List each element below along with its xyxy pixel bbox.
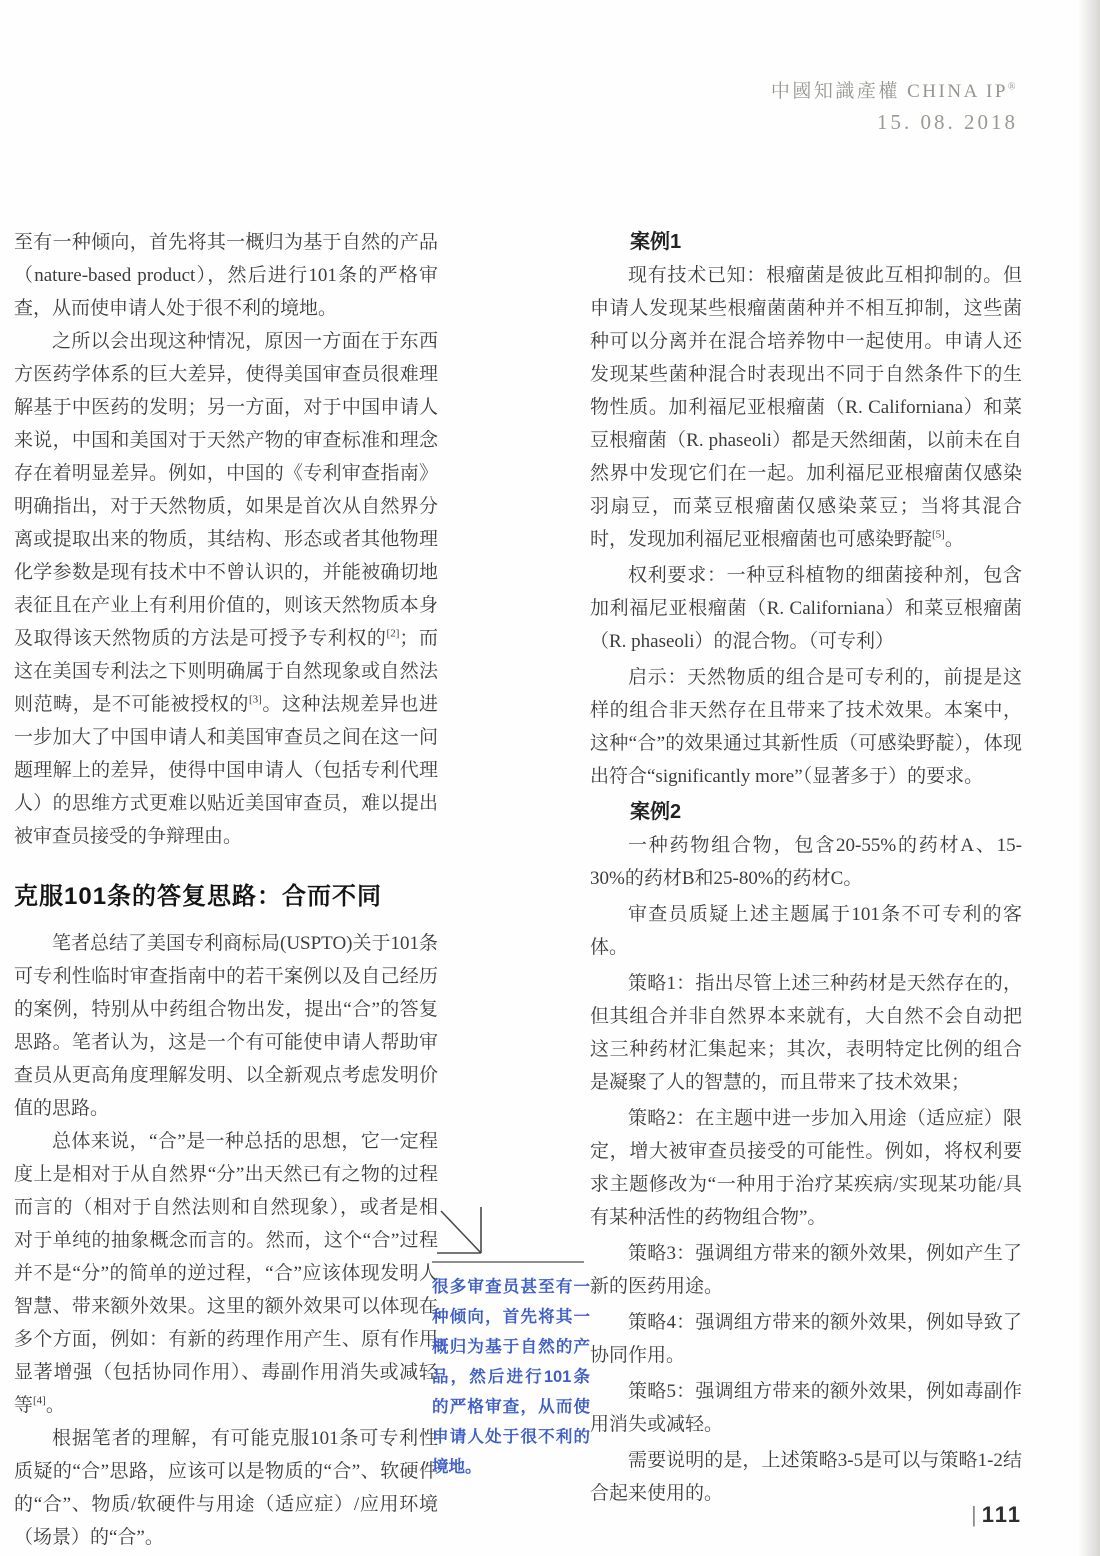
paragraph: 根据笔者的理解，有可能克服101条可专利性质疑的“合”思路，应该可以是物质的“合”、软硬件的“合”、物质/软硬件与用途（适应症）/应用环境（场景）的“合”。 <box>14 1428 438 1548</box>
paragraph: 笔者总结了美国专利商标局(USPTO)关于101条可专利性临时审查指南中的若干案例以及自己经历的案例，特别从中药组合物出发，提出“合”的答复思路。笔者认为，这是一个有可能使申请人帮助审查员从更高角度理解发明、以全新观点考虑发明价值的思路。 <box>14 933 438 1119</box>
paragraph: 一种药物组合物，包含20-55%的药材A、15-30%的药材B和25-80%的药材C。 <box>590 835 1022 889</box>
paragraph: 策略3：强调组方带来的额外效果，例如产生了新的医药用途。 <box>590 1243 1022 1297</box>
paragraph: 策略4：强调组方带来的额外效果，例如导致了协同作用。 <box>590 1312 1022 1366</box>
case-label: 案例1 <box>630 231 682 253</box>
paragraph: 权利要求：一种豆科植物的细菌接种剂，包含加利福尼亚根瘤菌（R. Californiana）和菜豆根瘤菌（R. phaseoli）的混合物。（可专利） <box>590 565 1022 652</box>
pull-quote-text: 很多审查员甚至有一种倾向，首先将其一概归为基于自然的产品，然后进行101条的严格审查，从而使申请人处于很不利的境地。 <box>432 1278 590 1476</box>
section-heading: 克服101条的答复思路：合而不同 <box>14 883 383 910</box>
callout-divider <box>432 1261 584 1263</box>
case-label: 案例2 <box>630 801 682 823</box>
footnote-marker: [4] <box>33 1394 46 1407</box>
paragraph: 总体来说，“合”是一种总括的思想，它一定程度上是相对于从自然界“分”出天然已有之物的过程而言的（相对于自然法则和自然现象），或者是相对于单纯的抽象概念而言的。然而，这个“合”过程并不是“分”的简单的逆过程，“合”应该体现发明人智慧、带来额外效果。这里的额外效果可以体现在多个方面，例如：有新的药理作用产生、原有作用显著增强（包括协同作用）、毒副作用消失或减轻等[4]。 <box>14 1131 438 1416</box>
footnote-marker: [2] <box>386 627 400 640</box>
magazine-title-text: 中國知識產權 CHINA IP <box>770 81 1008 102</box>
paragraph: 需要说明的是，上述策略3-5是可以与策略1-2结合起来使用的。 <box>590 1450 1022 1504</box>
registered-mark: ® <box>1007 81 1018 93</box>
magazine-title <box>771 76 1018 103</box>
paragraph: 之所以会出现这种情况，原因一方面在于东西方医药学体系的巨大差异，使得美国审查员很难理解基于中医药的发明；另一方面，对于中国申请人来说，中国和美国对于天然产物的审查标准和理念存在着明显差异。例如，中国的《专利审查指南》明确指出，对于天然物质，如果是首次从自然界分离或提取出来的物质，其结构、形态或者其他物理化学参数是现有技术中不曾认识的，并能被确切地表征且在产业上有利用价值的，则该天然物质本身及取得该天然物质的方法是可授予专利权的[2]；而这在美国专利法之下则明确属于自然现象或自然法则范畴，是不可能被授权的[3]。这种法规差异也进一步加大了中国申请人和美国审查员之间在这一问题理解上的差异，使得中国申请人（包括专利代理人）的思维方式更难以贴近美国审查员，难以提出被审查员接受的争辩理由。 <box>14 331 438 847</box>
right-column <box>590 226 1022 1513</box>
page-number-separator: | <box>971 1502 979 1527</box>
footnote-marker: [5] <box>932 528 945 541</box>
page-header <box>771 76 1018 135</box>
footnote-marker: [3] <box>248 693 262 706</box>
corner-arrow-icon <box>436 1204 484 1258</box>
paragraph: 策略1：指出尽管上述三种药材是天然存在的，但其组合并非自然界本来就有，大自然不会自动把这三种药材汇集起来；其次，表明特定比例的组合是凝聚了人的智慧的，而且带来了技术效果； <box>590 973 1022 1093</box>
pull-quote-callout <box>432 1204 590 1482</box>
paragraph: 审查员质疑上述主题属于101条不可专利的客体。 <box>590 904 1022 958</box>
page-number <box>971 1502 1022 1528</box>
left-column <box>14 226 438 1554</box>
paragraph: 策略2：在主题中进一步加入用途（适应症）限定，增大被审查员接受的可能性。例如，将权利要求主题修改为“一种用于治疗某疾病/实现某功能/具有某种活性的药物组合物”。 <box>590 1108 1022 1228</box>
issue-date: 15. 08. 2018 <box>877 110 1018 134</box>
paragraph: 至有一种倾向，首先将其一概归为基于自然的产品（nature-based product），然后进行101条的严格审查，从而使申请人处于很不利的境地。 <box>14 232 438 319</box>
page-number-value: 111 <box>981 1502 1022 1527</box>
paragraph: 策略5：强调组方带来的额外效果，例如毒副作用消失或减轻。 <box>590 1381 1022 1435</box>
scan-edge-shadow <box>1078 0 1100 1556</box>
paragraph: 启示：天然物质的组合是可专利的，前提是这样的组合非天然存在且带来了技术效果。本案中，这种“合”的效果通过其新性质（可感染野靛），体现出符合“significantly more”（显著多于）的要求。 <box>590 667 1022 787</box>
paragraph: 现有技术已知：根瘤菌是彼此互相抑制的。但申请人发现某些根瘤菌菌种并不相互抑制，这些菌种可以分离并在混合培养物中一起使用。申请人还发现某些菌种混合时表现出不同于自然条件下的生物性质。加利福尼亚根瘤菌（R. Californiana）和菜豆根瘤菌（R. phaseoli）都是天然细菌，以前未在自然界中发现它们在一起。加利福尼亚根瘤菌仅感染羽扇豆，而菜豆根瘤菌仅感染菜豆；当将其混合时，发现加利福尼亚根瘤菌也可感染野靛[5]。 <box>590 265 1022 550</box>
